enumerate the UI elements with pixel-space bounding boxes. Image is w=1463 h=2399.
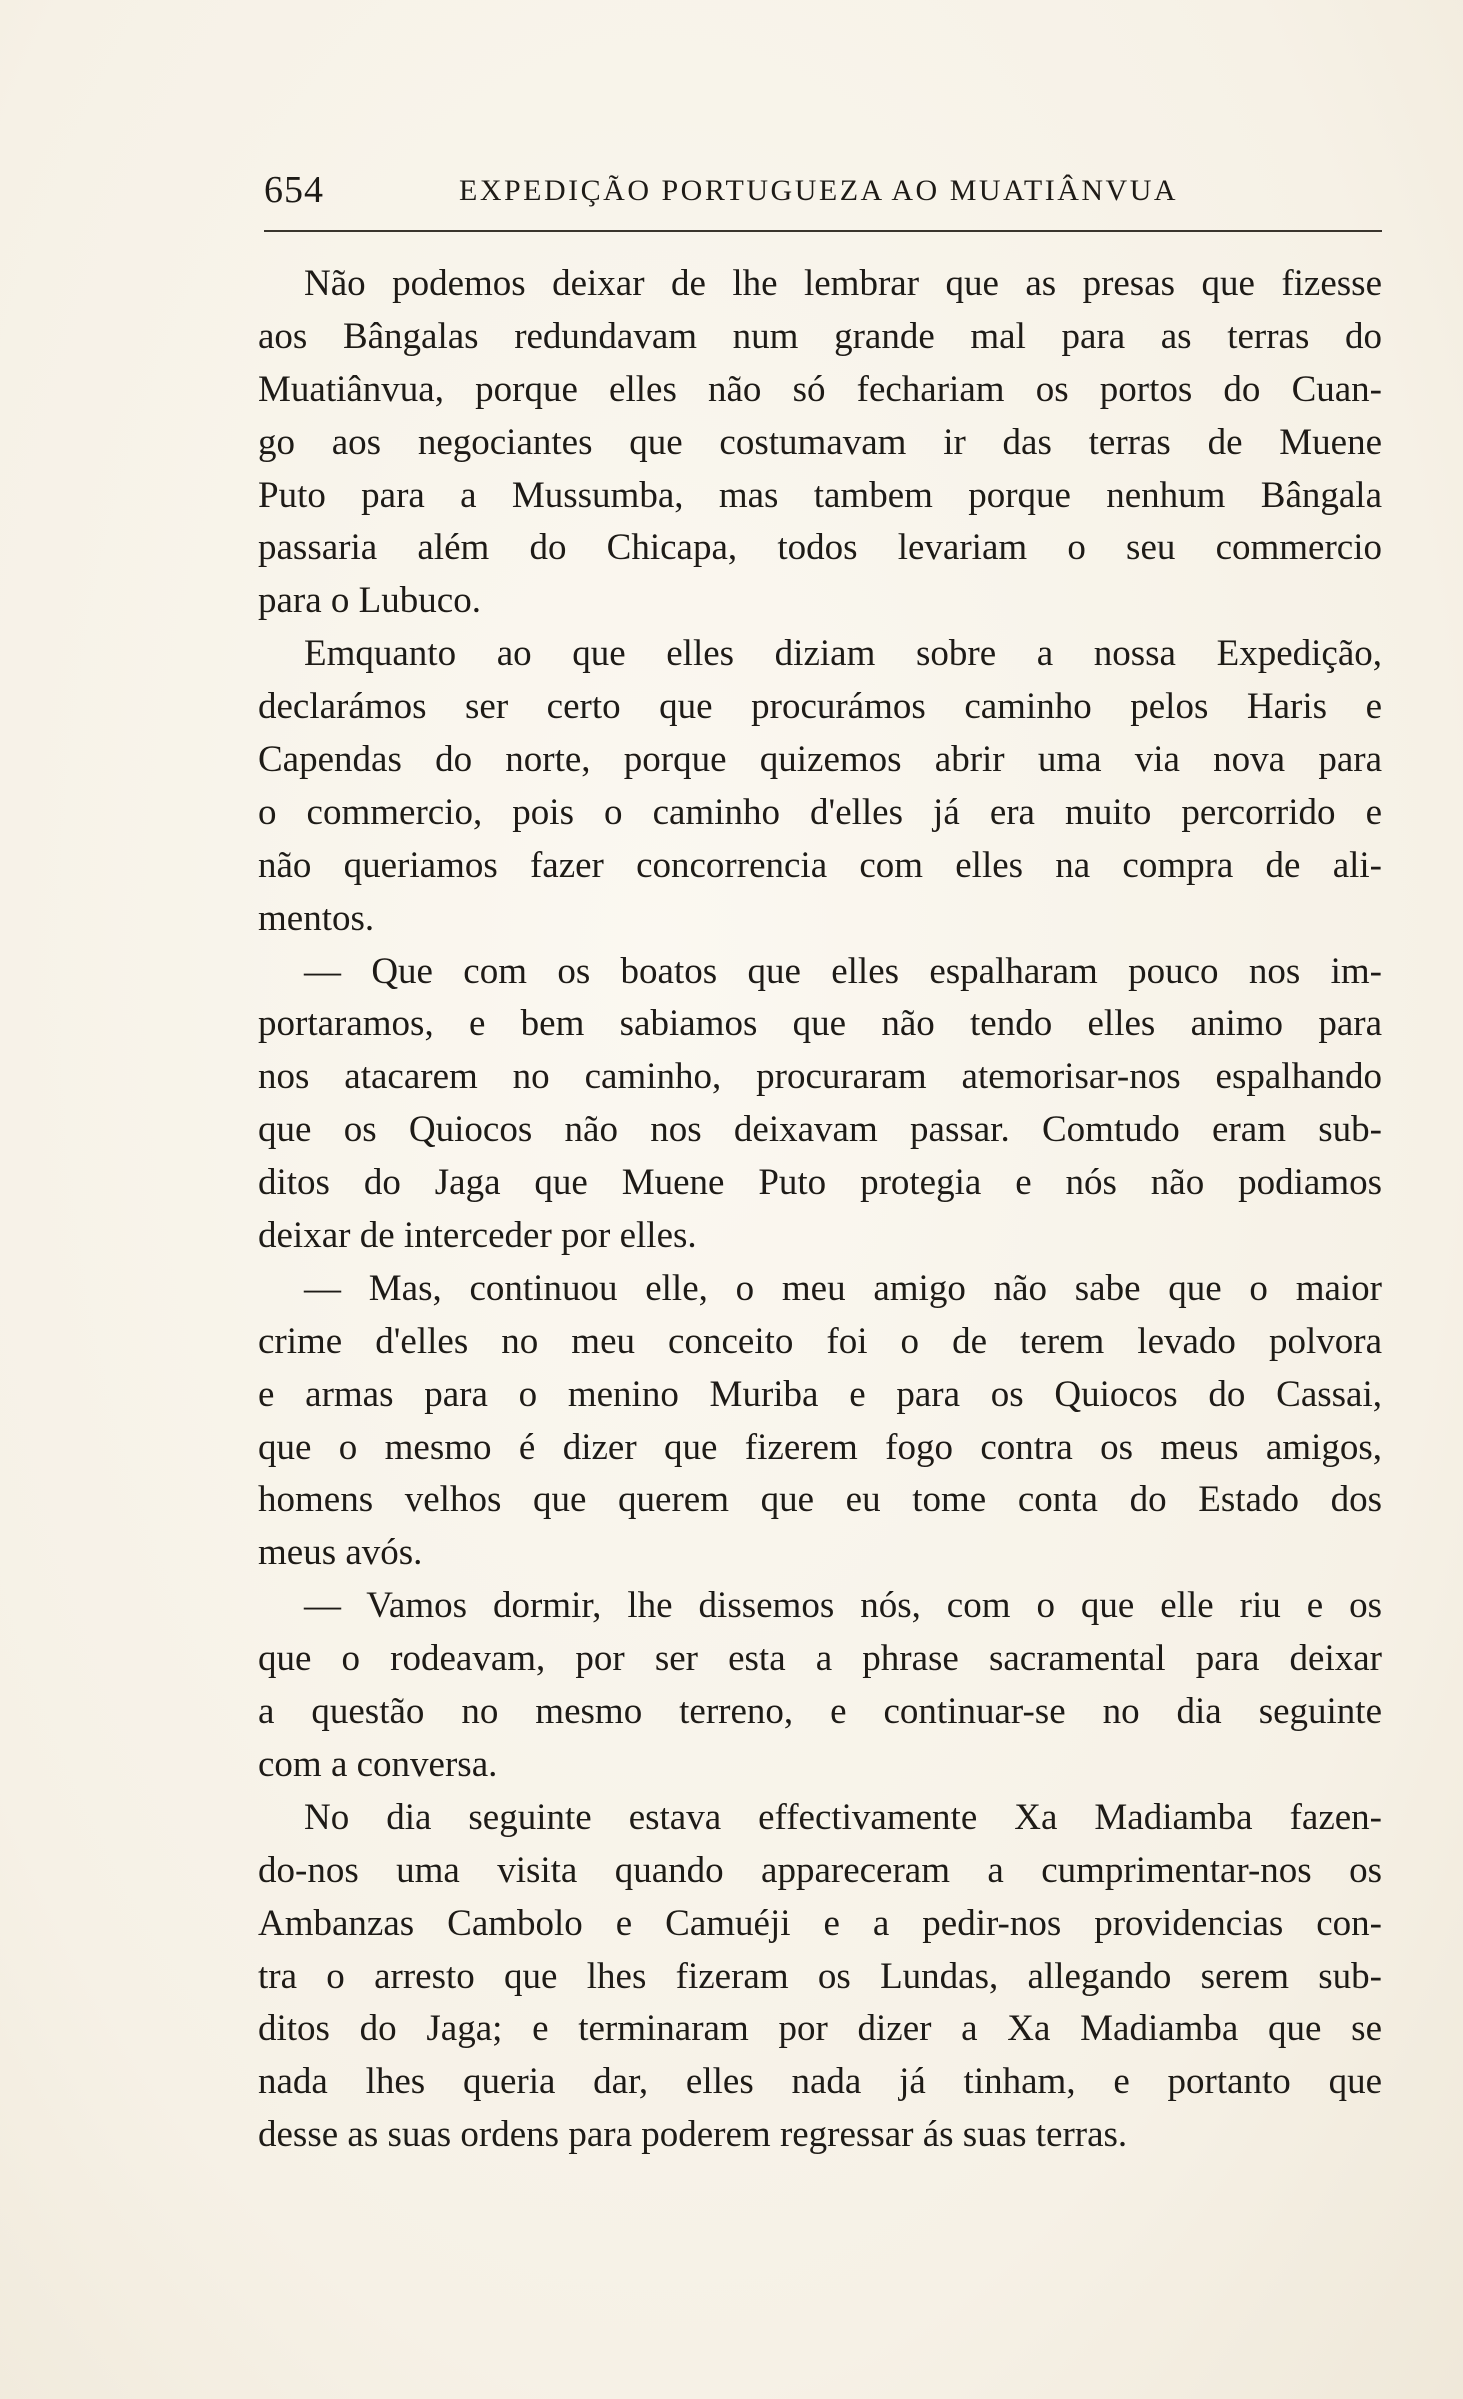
paragraph-3 xyxy=(258,946,1382,1263)
text-line: do-nos uma visita quando appareceram a cumprimentar-nos os xyxy=(258,1849,1382,1891)
text-line: homens velhos que querem que eu tome conta do Estado dos xyxy=(258,1479,1382,1521)
text-line: ditos do Jaga; e terminaram por dizer a Xa Madiamba que se xyxy=(258,2008,1382,2050)
header-rule xyxy=(264,230,1382,232)
text-line: a questão no mesmo terreno, e continuar-se no dia seguinte xyxy=(258,1691,1382,1733)
text-line: Puto para a Mussumba, mas tambem porque nenhum Bângala xyxy=(258,474,1382,516)
text-line: que o rodeavam, por ser esta a phrase sacramental para deixar xyxy=(258,1638,1382,1680)
text-line: No dia seguinte estava effectivamente Xa Madiamba fazen- xyxy=(304,1796,1382,1838)
text-line: passaria além do Chicapa, todos levariam o seu commercio xyxy=(258,527,1382,569)
text-line: aos Bângalas redundavam num grande mal para as terras do xyxy=(258,315,1382,357)
text-line: — Que com os boatos que elles espalharam pouco nos im- xyxy=(304,950,1382,992)
text-line: nos atacarem no caminho, procuraram atemorisar-nos espalhando xyxy=(258,1056,1382,1098)
text-line: ditos do Jaga que Muene Puto protegia e nós não podiamos xyxy=(258,1162,1382,1204)
text-line: e armas para o menino Muriba e para os Quiocos do Cassai, xyxy=(258,1373,1382,1415)
text-line: — Mas, continuou elle, o meu amigo não sabe que o maior xyxy=(304,1267,1382,1309)
text-line: mentos. xyxy=(258,897,375,939)
text-line: portaramos, e bem sabiamos que não tendo elles animo para xyxy=(258,1003,1382,1045)
text-line: meus avós. xyxy=(258,1532,423,1574)
text-line: Muatiânvua, porque elles não só fechariam os portos do Cuan- xyxy=(258,368,1382,410)
paragraph-6 xyxy=(258,1792,1382,2162)
text-line: crime d'elles no meu conceito foi o de terem levado polvora xyxy=(258,1320,1382,1362)
text-line: Ambanzas Cambolo e Camuéji e a pedir-nos providencias con- xyxy=(258,1902,1382,1944)
paragraph-5 xyxy=(258,1580,1382,1792)
paragraph-4 xyxy=(258,1263,1382,1580)
text-line: deixar de interceder por elles. xyxy=(258,1215,697,1257)
text-line: Não podemos deixar de lhe lembrar que as presas que fizesse xyxy=(304,263,1382,304)
text-line: tra o arresto que lhes fizeram os Lundas, allegando serem sub- xyxy=(258,1955,1382,1997)
running-title: EXPEDIÇÃO PORTUGUEZA AO MUATIÂNVUA xyxy=(459,174,1179,207)
paragraph-2 xyxy=(258,628,1382,945)
text-line: que o mesmo é dizer que fizerem fogo contra os meus amigos, xyxy=(258,1426,1382,1468)
text-line: declarámos ser certo que procurámos caminho pelos Haris e xyxy=(258,686,1382,728)
page-number: 654 xyxy=(264,169,324,211)
text-line: — Vamos dormir, lhe dissemos nós, com o que elle riu e os xyxy=(304,1585,1382,1627)
text-line: que os Quiocos não nos deixavam passar. Comtudo eram sub- xyxy=(258,1109,1382,1151)
text-line: o commercio, pois o caminho d'elles já era muito percorrido e xyxy=(258,791,1382,833)
text-line: go aos negociantes que costumavam ir das terras de Muene xyxy=(258,421,1382,463)
text-line: desse as suas ordens para poderem regressar ás suas terras. xyxy=(258,2114,1128,2156)
paragraph-1 xyxy=(258,258,1382,628)
text-line: para o Lubuco. xyxy=(258,580,481,622)
text-line: com a conversa. xyxy=(258,1743,498,1785)
body-text xyxy=(258,258,1382,2162)
text-line: Emquanto ao que elles diziam sobre a nossa Expedição, xyxy=(304,633,1382,675)
text-line: nada lhes queria dar, elles nada já tinham, e portanto que xyxy=(258,2061,1382,2103)
text-line: Capendas do norte, porque quizemos abrir uma via nova para xyxy=(258,739,1382,781)
page-header xyxy=(264,160,1384,220)
text-line: não queriamos fazer concorrencia com elles na compra de ali- xyxy=(258,844,1382,886)
